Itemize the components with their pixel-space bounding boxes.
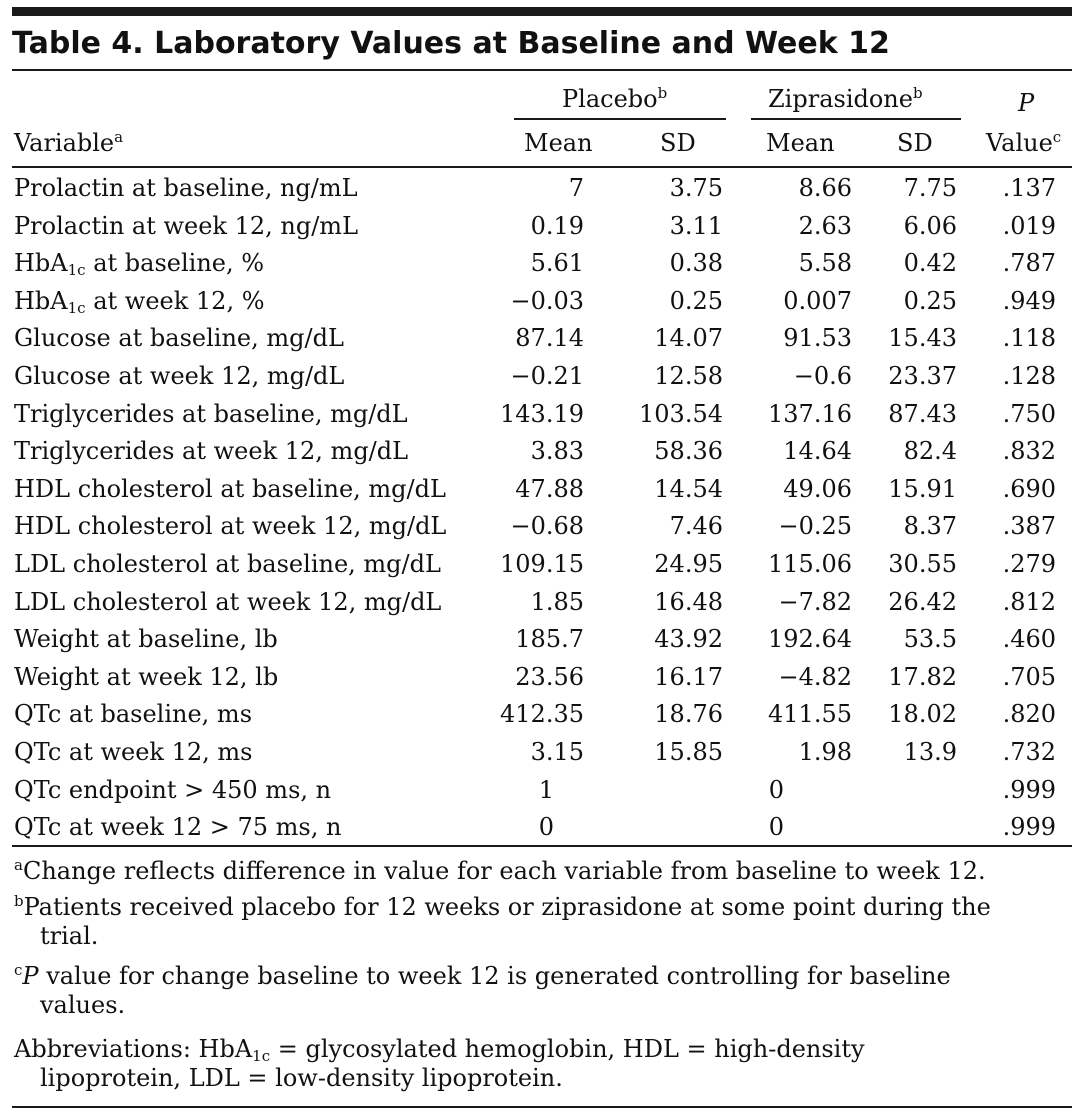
p-value-cell: .812 [1002, 587, 1056, 616]
p-value-cell: .460 [1002, 625, 1056, 654]
placebo-sd-cell: 7.46 [669, 512, 723, 541]
p-value-cell: .705 [1002, 662, 1056, 691]
table-row [12, 433, 1072, 470]
p-value-cell: .019 [1002, 211, 1056, 240]
placebo-mean-cell: 143.19 [500, 399, 584, 428]
table-row [12, 696, 1072, 733]
placebo-sd-cell: 12.58 [654, 362, 723, 390]
p-value-cell: .999 [1002, 813, 1056, 842]
placebo-mean-cell: 23.56 [515, 662, 584, 691]
ziprasidone-mean-cell: 8.66 [798, 174, 852, 202]
p-header-top: P [1018, 89, 1035, 117]
ziprasidone-sd-cell: 15.43 [888, 324, 957, 353]
placebo-mean-cell: −0.21 [510, 362, 584, 390]
placebo-sd-header: SD [660, 129, 696, 157]
ziprasidone-sd-cell: 87.43 [888, 399, 957, 428]
ziprasidone-sd-cell: 82.4 [903, 437, 957, 466]
placebo-mean-cell: 412.35 [500, 700, 584, 729]
ziprasidone-sd-cell: 0.42 [903, 249, 957, 278]
ziprasidone-sd-cell: 18.02 [888, 700, 957, 729]
placebo-group-rule [514, 118, 726, 120]
placebo-sd-cell: 0.25 [669, 286, 723, 315]
p-value-header: Value$^c$ [986, 128, 1062, 157]
placebo-mean-cell: 7 [568, 174, 584, 202]
ziprasidone-sd-cell: 26.42 [888, 587, 957, 616]
table-row [12, 734, 1072, 771]
ziprasidone-mean-cell: 49.06 [783, 474, 852, 503]
variable-cell: QTc at week 12, ms [14, 738, 253, 766]
ziprasidone-mean-cell: −4.82 [778, 662, 852, 691]
variable-cell: Glucose at week 12, mg/dL [14, 362, 345, 390]
p-value-cell: .949 [1002, 286, 1056, 315]
placebo-mean-cell: 109.15 [500, 550, 584, 578]
table-row [12, 358, 1072, 395]
ziprasidone-sd-cell: 8.37 [903, 512, 957, 541]
bottom-rule [12, 1106, 1072, 1108]
p-value-cell: .690 [1002, 474, 1056, 503]
ziprasidone-sd-cell: 13.9 [903, 738, 957, 766]
variable-cell: Weight at week 12, lb [14, 662, 279, 691]
variable-cell: LDL cholesterol at week 12, mg/dL [14, 587, 442, 616]
variable-header: Variable$^a$ [14, 128, 124, 157]
ziprasidone-sd-cell: 6.06 [903, 211, 957, 240]
placebo-sd-cell: 43.92 [654, 625, 723, 654]
footer-rule [12, 845, 1072, 847]
table-row [12, 283, 1072, 320]
p-value-cell: .387 [1002, 512, 1056, 541]
table-row [12, 508, 1072, 545]
p-value-cell: .118 [1002, 324, 1056, 353]
placebo-mean-cell: 1.85 [530, 587, 584, 616]
placebo-mean-cell: 87.14 [515, 324, 584, 353]
placebo-mean-cell: −0.68 [510, 512, 584, 541]
ziprasidone-mean-cell: 115.06 [768, 550, 852, 578]
variable-cell: Triglycerides at baseline, mg/dL [14, 399, 408, 428]
p-value-cell: .999 [1002, 775, 1056, 804]
placebo-mean-cell: −0.03 [510, 286, 584, 315]
ziprasidone-sd-cell: 23.37 [888, 362, 957, 390]
ziprasidone-mean-cell: 0 [768, 813, 784, 842]
placebo-mean-cell: 47.88 [515, 474, 584, 503]
placebo-sd-cell: 15.85 [654, 738, 723, 766]
ziprasidone-mean-cell: −0.25 [778, 512, 852, 541]
table-row [12, 208, 1072, 245]
p-value-cell: .732 [1002, 738, 1056, 766]
variable-cell: Triglycerides at week 12, mg/dL [14, 437, 409, 466]
top-rule [12, 7, 1072, 16]
ziprasidone-mean-header: Mean [766, 129, 835, 157]
p-value-cell: .137 [1002, 174, 1056, 202]
table-row [12, 659, 1072, 696]
placebo-sd-cell: 18.76 [654, 700, 723, 729]
variable-cell: Glucose at baseline, mg/dL [14, 324, 344, 353]
variable-cell: QTc endpoint > 450 ms, n [14, 775, 332, 804]
variable-cell: HbA$_{1c}$ at week 12, % [14, 286, 265, 317]
ziprasidone-mean-cell: −0.6 [793, 362, 852, 390]
variable-cell: Weight at baseline, lb [14, 625, 278, 654]
p-value-cell: .832 [1002, 437, 1056, 466]
table-row [12, 320, 1072, 357]
ziprasidone-mean-cell: 14.64 [783, 437, 852, 466]
ziprasidone-mean-cell: 137.16 [768, 399, 852, 428]
ziprasidone-mean-cell: 0.007 [783, 286, 852, 315]
placebo-mean-header: Mean [524, 129, 593, 157]
footnote-abbreviations: Abbreviations: HbA$_{1c}$ = glycosylated hemoglobin, HDL = high-density lipoprotein, LDL = low-density lipoprotein. [14, 1035, 865, 1092]
ziprasidone-sd-cell: 0.25 [903, 286, 957, 315]
placebo-sd-cell: 103.54 [639, 399, 723, 428]
ziprasidone-sd-cell: 15.91 [888, 474, 957, 503]
table-title: Table 4. Laboratory Values at Baseline and Week 12 [12, 26, 890, 61]
table-row [12, 471, 1072, 508]
p-value-cell: .128 [1002, 362, 1056, 390]
ziprasidone-mean-cell: 192.64 [768, 625, 852, 654]
table-row [12, 546, 1072, 583]
placebo-mean-cell: 3.15 [530, 738, 584, 766]
placebo-sd-cell: 0.38 [669, 249, 723, 278]
placebo-sd-cell: 16.48 [654, 587, 723, 616]
variable-cell: LDL cholesterol at baseline, mg/dL [14, 550, 441, 578]
ziprasidone-sd-cell: 30.55 [888, 550, 957, 578]
ziprasidone-mean-cell: −7.82 [778, 587, 852, 616]
placebo-sd-cell: 3.75 [669, 174, 723, 202]
ziprasidone-sd-header: SD [897, 129, 933, 157]
placebo-mean-cell: 185.7 [515, 625, 584, 654]
table-row [12, 584, 1072, 621]
ziprasidone-sd-cell: 7.75 [903, 174, 957, 202]
header-rule [12, 166, 1072, 168]
variable-cell: QTc at baseline, ms [14, 700, 253, 729]
variable-cell: Prolactin at baseline, ng/mL [14, 174, 358, 202]
placebo-mean-cell: 1 [538, 775, 554, 804]
table-row [12, 245, 1072, 282]
table-row [12, 772, 1072, 809]
placebo-mean-cell: 0.19 [530, 211, 584, 240]
variable-cell: HDL cholesterol at baseline, mg/dL [14, 474, 446, 503]
footnote-b: $^b$Patients received placebo for 12 weeks or ziprasidone at some point during the trial. [14, 892, 991, 950]
ziprasidone-mean-cell: 91.53 [783, 324, 852, 353]
title-rule [12, 69, 1072, 71]
variable-cell: HbA$_{1c}$ at baseline, % [14, 249, 265, 280]
p-value-cell: .279 [1002, 550, 1056, 578]
placebo-sd-cell: 14.54 [654, 474, 723, 503]
variable-cell: HDL cholesterol at week 12, mg/dL [14, 512, 447, 541]
footnote-a: $^a$Change reflects difference in value for each variable from baseline to week 12. [14, 856, 986, 885]
variable-cell: QTc at week 12 > 75 ms, n [14, 813, 342, 842]
ziprasidone-group-rule [751, 118, 961, 120]
ziprasidone-mean-cell: 5.58 [798, 249, 852, 278]
ziprasidone-group-header: Ziprasidone$^b$ [768, 84, 923, 113]
placebo-group-header: Placebo$^b$ [562, 84, 668, 113]
placebo-sd-cell: 3.11 [669, 211, 723, 240]
placebo-sd-cell: 14.07 [654, 324, 723, 353]
table-row [12, 621, 1072, 658]
placebo-mean-cell: 3.83 [530, 437, 584, 466]
placebo-sd-cell: 16.17 [654, 662, 723, 691]
table-row [12, 809, 1072, 846]
p-value-cell: .787 [1002, 249, 1056, 278]
table-row [12, 170, 1072, 207]
placebo-sd-cell: 58.36 [654, 437, 723, 466]
ziprasidone-mean-cell: 411.55 [768, 700, 852, 729]
p-value-cell: .820 [1002, 700, 1056, 729]
placebo-mean-cell: 5.61 [530, 249, 584, 278]
ziprasidone-mean-cell: 1.98 [798, 738, 852, 766]
placebo-mean-cell: 0 [538, 813, 554, 842]
placebo-sd-cell: 24.95 [654, 550, 723, 578]
p-value-cell: .750 [1002, 399, 1056, 428]
ziprasidone-sd-cell: 17.82 [888, 662, 957, 691]
table-row [12, 396, 1072, 433]
variable-cell: Prolactin at week 12, ng/mL [14, 211, 359, 240]
ziprasidone-mean-cell: 0 [768, 775, 784, 804]
footnote-c: $^c$P value for change baseline to week 12 is generated controlling for baseline values. [14, 961, 951, 1019]
ziprasidone-sd-cell: 53.5 [903, 625, 957, 654]
ziprasidone-mean-cell: 2.63 [798, 211, 852, 240]
